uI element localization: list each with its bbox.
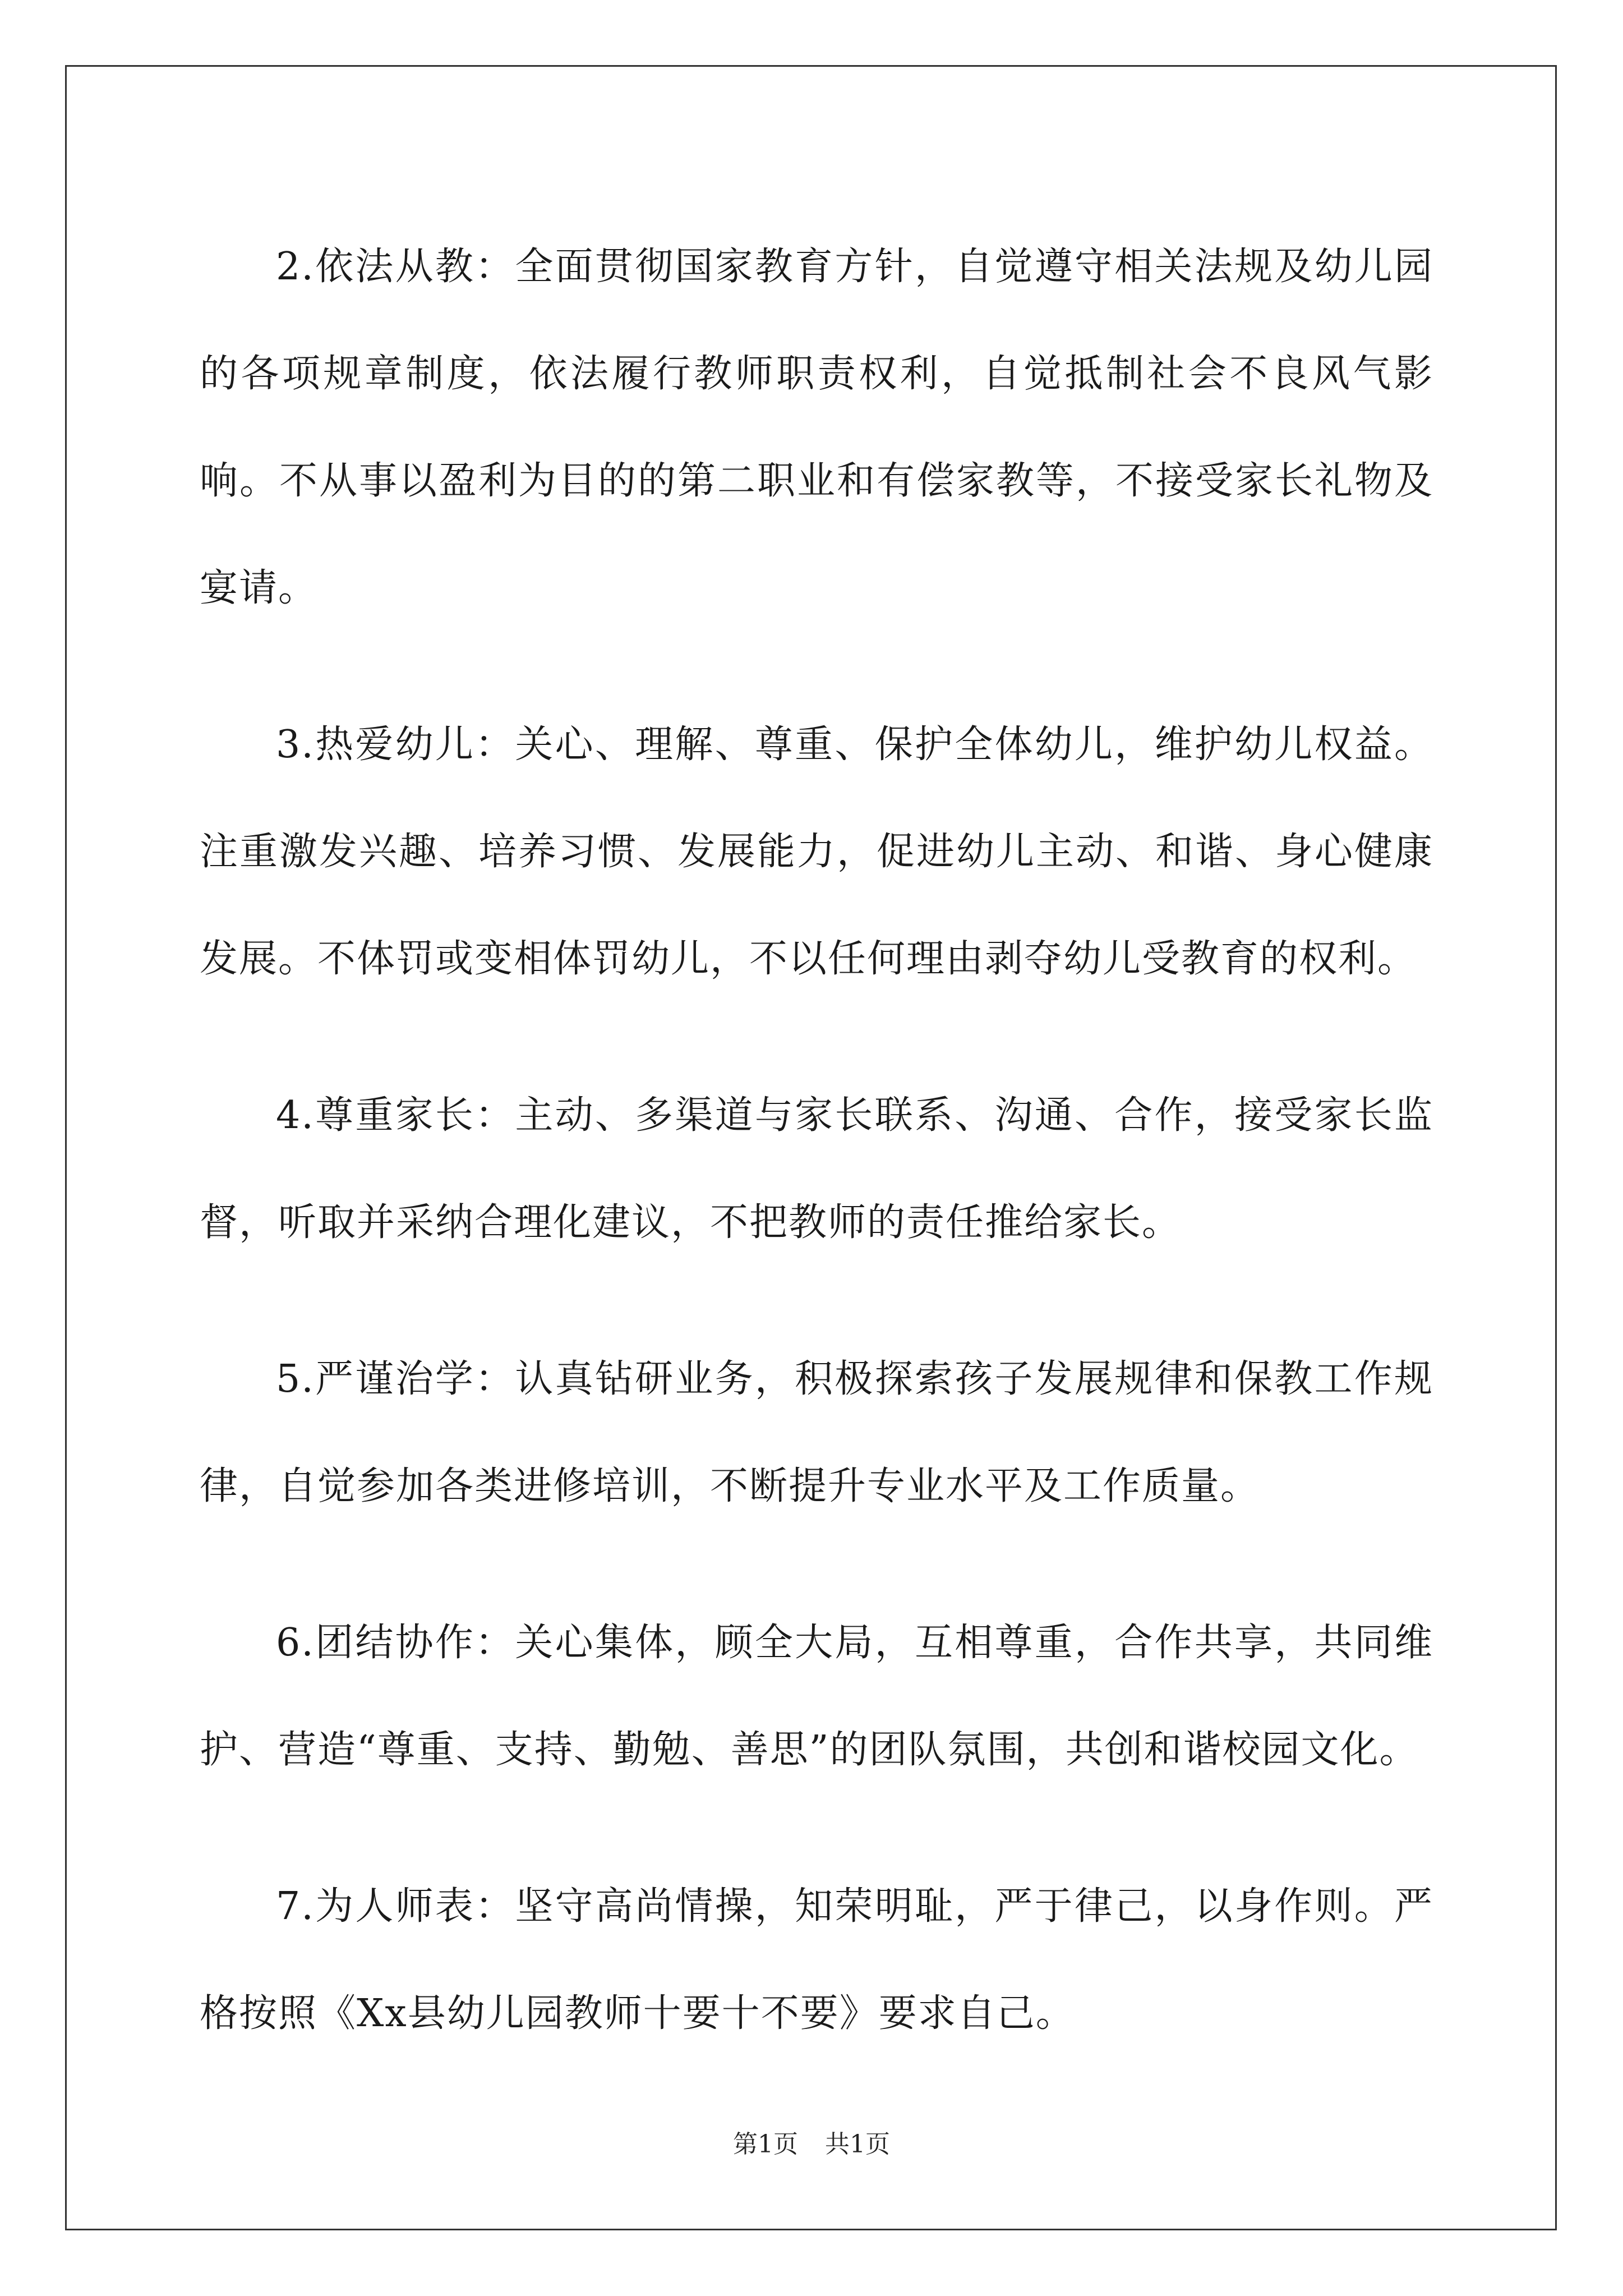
page-total: 共1页	[825, 2130, 890, 2159]
paragraph-item: 2.依法从教：全面贯彻国家教育方针，自觉遵守相关法规及幼儿园的各项规章制度，依法履行教师职责权利，自觉抵制社会不良风气影响。不从事以盈利为目的的第二职业和有偿家教等，不接受家长礼物及宴请。	[200, 245, 1433, 610]
page-footer	[0, 2129, 1623, 2160]
paragraph-item: 4.尊重家长：主动、多渠道与家长联系、沟通、合作，接受家长监督，听取并采纳合理化建议，不把教师的责任推给家长。	[200, 1093, 1433, 1245]
page-number: 第1页	[733, 2130, 798, 2159]
document-body	[200, 213, 1433, 2067]
paragraph-item: 7.为人师表：坚守高尚情操，知荣明耻，严于律己，以身作则。严格按照《Xx县幼儿园教师十要十不要》要求自己。	[200, 1884, 1433, 2036]
paragraph-item: 3.热爱幼儿：关心、理解、尊重、保护全体幼儿，维护幼儿权益。注重激发兴趣、培养习惯、发展能力，促进幼儿主动、和谐、身心健康发展。不体罚或变相体罚幼儿，不以任何理由剥夺幼儿受教育的权利。	[200, 723, 1433, 981]
paragraph-item: 6.团结协作：关心集体，顾全大局，互相尊重，合作共享，共同维护、营造“尊重、支持、勤勉、善思”的团队氛围，共创和谐校园文化。	[200, 1621, 1433, 1772]
paragraph-item: 5.严谨治学：认真钻研业务，积极探索孩子发展规律和保教工作规律，自觉参加各类进修培训，不断提升专业水平及工作质量。	[200, 1357, 1433, 1508]
